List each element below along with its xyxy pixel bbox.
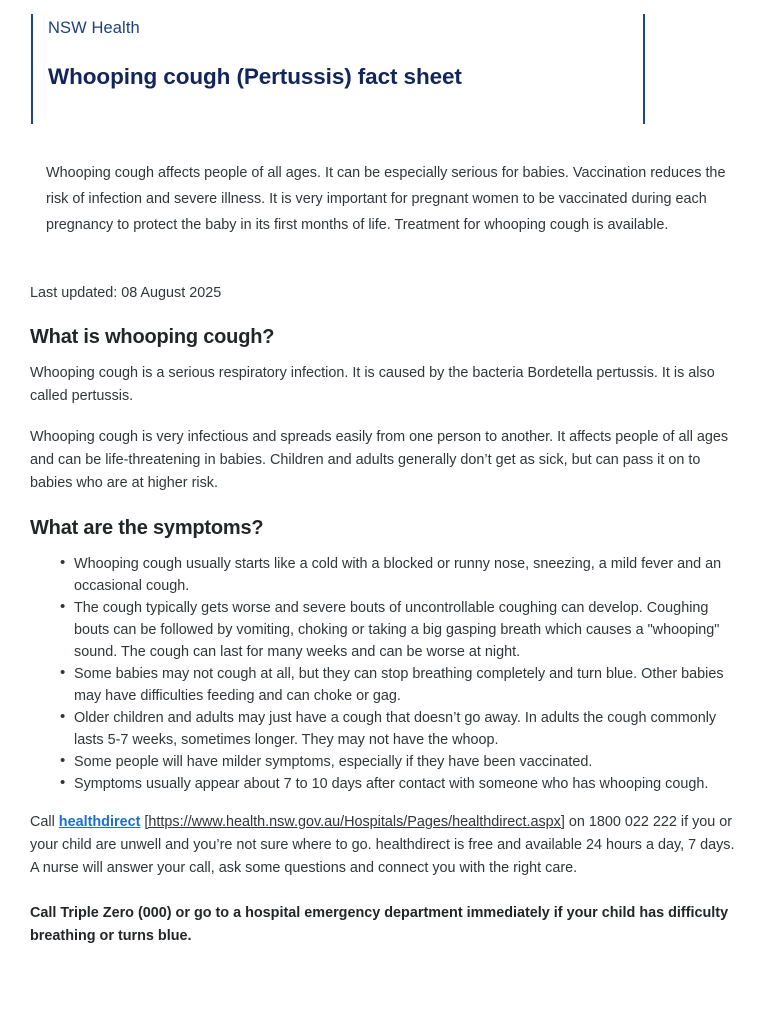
masthead-inner bbox=[33, 14, 643, 91]
list-item: • Some people will have milder symptoms, especially if they have been vaccinated. bbox=[60, 751, 740, 773]
list-item: • Some babies may not cough at all, but they can stop breathing completely and turn blue. Other babies may have difficulties feeding and can choke or gag. bbox=[60, 663, 740, 707]
list-item: • Older children and adults may just have a cough that doesn’t go away. In adults the cough commonly lasts 5-7 weeks, sometimes longer. They may not have the whoop. bbox=[60, 707, 740, 751]
emergency-notice: Call Triple Zero (000) or go to a hospital emergency department immediately if your child has difficulty breathing or turns blue. bbox=[30, 905, 729, 944]
healthdirect-prefix: Call bbox=[30, 814, 59, 830]
document-content bbox=[30, 160, 740, 948]
paragraph: Whooping cough is very infectious and spreads easily from one person to another. It affects people of all ages and can be life-threatening in babies. Children and adults generally don’t get as sick, but can pass it on to babies who are at higher risk. bbox=[30, 429, 729, 491]
healthdirect-link[interactable]: healthdirect bbox=[58, 814, 141, 830]
brand-name: NSW Health bbox=[48, 19, 140, 37]
section-heading-what-is: What is whooping cough? bbox=[30, 326, 275, 348]
intro-summary: Whooping cough affects people of all ages. It can be especially serious for babies. Vaccination reduces the risk of infection and severe illness. It is very important for pregnant women to be vaccinated during each pregnancy to protect the baby in its first months of life. Treatment for whooping cough is available. bbox=[46, 165, 726, 233]
paragraph: Whooping cough is a serious respiratory infection. It is caused by the bacteria Bordetella pertussis. It is also called pertussis. bbox=[30, 365, 715, 404]
list-item: • The cough typically gets worse and severe bouts of uncontrollable coughing can develop. Coughing bouts can be followed by vomiting, choking or taking a big gasping breath which causes a "whooping" sound. The cough can last for many weeks and can be worse at night. bbox=[60, 597, 740, 663]
healthdirect-url: [https://www.health.nsw.gov.au/Hospitals/Pages/healthdirect.aspx] bbox=[144, 814, 565, 830]
healthdirect-suffix: on 1800 022 222 if you or your child are unwell and you’re not sure where to go. healthdirect is free and available 24 hours a day, 7 days. A nurse will answer your call, ask some questions and connect you with the right care. bbox=[30, 814, 735, 876]
list-item: • Symptoms usually appear about 7 to 10 days after contact with someone who has whooping cough. bbox=[60, 773, 740, 795]
masthead bbox=[31, 14, 645, 124]
healthdirect-paragraph bbox=[30, 811, 740, 880]
section-heading-symptoms: What are the symptoms? bbox=[30, 517, 264, 539]
page-title: Whooping cough (Pertussis) fact sheet bbox=[48, 64, 462, 89]
last-updated: Last updated: 08 August 2025 bbox=[30, 285, 222, 301]
symptoms-list bbox=[30, 553, 740, 795]
list-item: • Whooping cough usually starts like a cold with a blocked or runny nose, sneezing, a mild fever and an occasional cough. bbox=[60, 553, 740, 597]
